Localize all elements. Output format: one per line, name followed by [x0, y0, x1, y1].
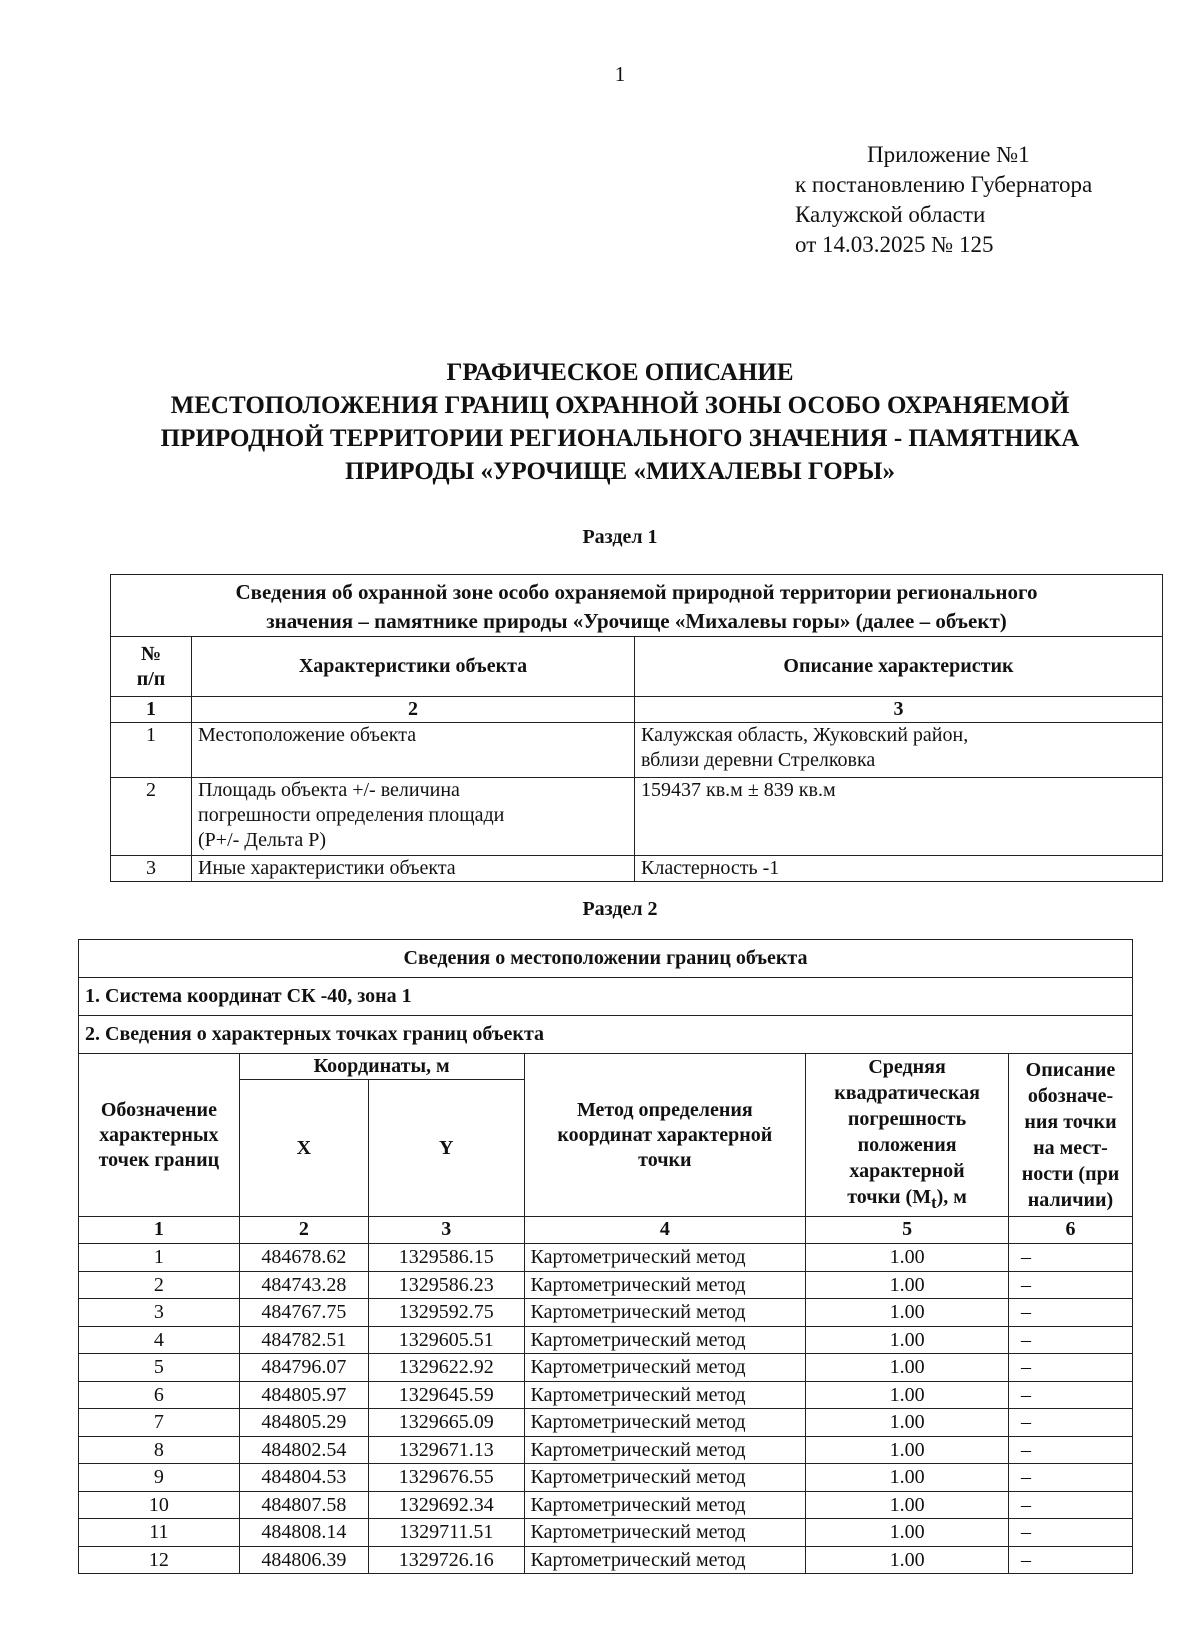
header-text: [812, 1184, 1002, 1216]
appendix-line: от 14.03.2025 № 125: [795, 232, 994, 257]
header-coordinates: Координаты, м: [239, 1054, 524, 1080]
point-number: 1: [79, 1244, 240, 1272]
column-number: 1: [79, 1217, 240, 1244]
point-method: Картометрический метод: [524, 1436, 806, 1464]
point-method: Картометрический метод: [524, 1409, 806, 1437]
header-mean-error: [806, 1054, 1009, 1217]
header-text: на мест-: [1033, 1137, 1108, 1159]
header-text: точки: [638, 1148, 692, 1171]
header-text: обозначе-: [1027, 1085, 1114, 1107]
point-method: Картометрический метод: [524, 1326, 806, 1354]
point-description: –: [1008, 1409, 1132, 1437]
point-error: 1.00: [806, 1546, 1009, 1574]
point-y: 1329592.75: [369, 1299, 525, 1327]
point-error: 1.00: [806, 1244, 1009, 1272]
section-2-title: Раздел 2: [582, 898, 658, 920]
point-y: 1329586.23: [369, 1271, 525, 1299]
table-row: [79, 1436, 1133, 1464]
header-text: Обозначение: [100, 1098, 217, 1121]
row-number: 1: [111, 723, 192, 778]
row-characteristic: Иные характеристики объекта: [192, 856, 635, 882]
appendix-line: Приложение №1: [867, 142, 1030, 167]
title-line: МЕСТОПОЛОЖЕНИЯ ГРАНИЦ ОХРАННОЙ ЗОНЫ ОСОБО ОХРАНЯЕМОЙ: [170, 392, 1070, 419]
point-x: 484782.51: [239, 1326, 368, 1354]
section-1-title: Раздел 1: [582, 526, 658, 548]
table-row: [79, 1491, 1133, 1519]
characteristic-line: Площадь объекта +/- величина: [198, 779, 460, 801]
caption-line: Сведения об охранной зоне особо охраняемой природной территории регионального: [235, 580, 1038, 604]
point-x: 484805.97: [239, 1381, 368, 1409]
table-row: [79, 1299, 1133, 1327]
point-description: –: [1008, 1299, 1132, 1327]
header-text: квадратическая: [834, 1082, 980, 1104]
point-method: Картометрический метод: [524, 1299, 806, 1327]
header-text: координат характерной: [557, 1123, 773, 1146]
point-y: 1329665.09: [369, 1409, 525, 1437]
description-line: вблизи деревни Стрелковка: [641, 749, 876, 771]
header-text: точки (M: [847, 1186, 932, 1208]
table-row: [111, 856, 1163, 882]
header-text: положения: [857, 1134, 957, 1156]
header-text: погрешность: [847, 1108, 967, 1130]
title-line: ГРАФИЧЕСКОЕ ОПИСАНИЕ: [446, 359, 794, 386]
point-description: –: [1008, 1436, 1132, 1464]
description-line: Калужская область, Жуковский район,: [641, 724, 969, 746]
point-method: Картометрический метод: [524, 1244, 806, 1272]
point-number: 7: [79, 1409, 240, 1437]
point-x: 484804.53: [239, 1464, 368, 1492]
table-row: [79, 1271, 1133, 1299]
object-info-table: [110, 574, 1163, 882]
table-row: [111, 723, 1163, 778]
column-number: 2: [239, 1217, 368, 1244]
point-description: –: [1008, 1381, 1132, 1409]
header-text: характерных: [99, 1123, 219, 1146]
table-caption: [111, 575, 1163, 637]
row-number: 3: [111, 856, 192, 882]
point-description: –: [1008, 1546, 1132, 1574]
point-y: 1329726.16: [369, 1546, 525, 1574]
table-row: [79, 1381, 1133, 1409]
table-row: [79, 1546, 1133, 1574]
column-number: 4: [524, 1217, 806, 1244]
appendix-line: к постановлению Губернатора: [795, 172, 1093, 197]
point-x: 484802.54: [239, 1436, 368, 1464]
boundary-points-table: [78, 939, 1133, 1574]
point-y: 1329586.15: [369, 1244, 525, 1272]
column-number: 1: [111, 697, 192, 723]
point-error: 1.00: [806, 1381, 1009, 1409]
column-number: 2: [192, 697, 635, 723]
header-text: Описание: [1025, 1059, 1116, 1081]
point-number: 9: [79, 1464, 240, 1492]
point-error: 1.00: [806, 1519, 1009, 1547]
point-number: 11: [79, 1519, 240, 1547]
point-error: 1.00: [806, 1464, 1009, 1492]
appendix-line: Калужской области: [795, 202, 986, 227]
column-number: 3: [635, 697, 1163, 723]
header-text: характерной: [849, 1160, 965, 1182]
points-caption: 2. Сведения о характерных точках границ объекта: [79, 1016, 1133, 1054]
point-x: 484805.29: [239, 1409, 368, 1437]
header-text: Средняя: [868, 1056, 946, 1078]
header-characteristic: Характеристики объекта: [192, 637, 635, 697]
column-number: 3: [369, 1217, 525, 1244]
point-description: –: [1008, 1354, 1132, 1382]
point-method: Картометрический метод: [524, 1381, 806, 1409]
row-description: 159437 кв.м ± 839 кв.м: [635, 778, 1163, 856]
subscript: t: [931, 1193, 937, 1212]
table-row: [79, 1464, 1133, 1492]
point-y: 1329676.55: [369, 1464, 525, 1492]
point-description: –: [1008, 1326, 1132, 1354]
point-method: Картометрический метод: [524, 1491, 806, 1519]
point-number: 12: [79, 1546, 240, 1574]
point-description: –: [1008, 1464, 1132, 1492]
point-y: 1329622.92: [369, 1354, 525, 1382]
table-row: [79, 1409, 1133, 1437]
header-y: Y: [369, 1080, 525, 1217]
point-x: 484806.39: [239, 1546, 368, 1574]
point-y: 1329605.51: [369, 1326, 525, 1354]
header-number: [111, 637, 192, 697]
header-x: X: [239, 1080, 368, 1217]
point-error: 1.00: [806, 1409, 1009, 1437]
point-number: 10: [79, 1491, 240, 1519]
point-description: –: [1008, 1491, 1132, 1519]
header-text: п/п: [136, 667, 166, 690]
header-text: наличии): [1027, 1189, 1114, 1211]
header-text: ), м: [936, 1186, 967, 1208]
document-title: [60, 356, 1180, 488]
point-y: 1329692.34: [369, 1491, 525, 1519]
point-x: 484678.62: [239, 1244, 368, 1272]
header-text: точек границ: [98, 1148, 220, 1171]
table-row: [79, 1244, 1133, 1272]
header-text: ности (при: [1021, 1163, 1120, 1185]
point-error: 1.00: [806, 1436, 1009, 1464]
point-error: 1.00: [806, 1491, 1009, 1519]
point-error: 1.00: [806, 1326, 1009, 1354]
characteristic-line: (Р+/- Дельта Р): [198, 829, 327, 851]
characteristic-line: погрешности определения площади: [198, 804, 505, 826]
point-number: 8: [79, 1436, 240, 1464]
point-x: 484808.14: [239, 1519, 368, 1547]
point-number: 4: [79, 1326, 240, 1354]
point-x: 484743.28: [239, 1271, 368, 1299]
point-method: Картометрический метод: [524, 1271, 806, 1299]
point-method: Картометрический метод: [524, 1354, 806, 1382]
point-method: Картометрический метод: [524, 1464, 806, 1492]
row-description: Кластерность -1: [635, 856, 1163, 882]
point-number: 6: [79, 1381, 240, 1409]
column-number: 5: [806, 1217, 1009, 1244]
header-text: №: [140, 642, 162, 665]
point-y: 1329645.59: [369, 1381, 525, 1409]
point-x: 484807.58: [239, 1491, 368, 1519]
header-method: [524, 1054, 806, 1217]
header-description: Описание характеристик: [635, 637, 1163, 697]
header-text: ния точки: [1024, 1111, 1117, 1133]
caption-line: значения – памятнике природы «Урочище «Михалевы горы» (далее – объект): [266, 609, 1007, 633]
row-description: [635, 723, 1163, 778]
point-method: Картометрический метод: [524, 1519, 806, 1547]
coordinate-system: 1. Система координат СК -40, зона 1: [79, 978, 1133, 1016]
header-text: Метод определения: [576, 1098, 753, 1121]
table-row: [111, 778, 1163, 856]
point-error: 1.00: [806, 1354, 1009, 1382]
title-line: ПРИРОДНОЙ ТЕРРИТОРИИ РЕГИОНАЛЬНОГО ЗНАЧЕНИЯ - ПАМЯТНИКА: [160, 425, 1080, 452]
points-body: [79, 1244, 1133, 1574]
row-characteristic: Местоположение объекта: [192, 723, 635, 778]
point-number: 5: [79, 1354, 240, 1382]
row-characteristic: [192, 778, 635, 856]
point-number: 3: [79, 1299, 240, 1327]
point-method: Картометрический метод: [524, 1546, 806, 1574]
table-row: [79, 1326, 1133, 1354]
point-error: 1.00: [806, 1271, 1009, 1299]
point-number: 2: [79, 1271, 240, 1299]
point-y: 1329711.51: [369, 1519, 525, 1547]
point-y: 1329671.13: [369, 1436, 525, 1464]
point-description: –: [1008, 1271, 1132, 1299]
point-description: –: [1008, 1244, 1132, 1272]
title-line: ПРИРОДЫ «УРОЧИЩЕ «МИХАЛЕВЫ ГОРЫ»: [345, 458, 895, 485]
page-number: 1: [614, 62, 626, 86]
point-x: 484767.75: [239, 1299, 368, 1327]
table-row: [79, 1354, 1133, 1382]
table-row: [79, 1519, 1133, 1547]
column-number: 6: [1008, 1217, 1132, 1244]
appendix-block: [795, 140, 1092, 260]
point-error: 1.00: [806, 1299, 1009, 1327]
row-number: 2: [111, 778, 192, 856]
table-caption: Сведения о местоположении границ объекта: [79, 940, 1133, 978]
point-description: –: [1008, 1519, 1132, 1547]
header-designation: [79, 1054, 240, 1217]
header-point-description: [1008, 1054, 1132, 1217]
point-x: 484796.07: [239, 1354, 368, 1382]
